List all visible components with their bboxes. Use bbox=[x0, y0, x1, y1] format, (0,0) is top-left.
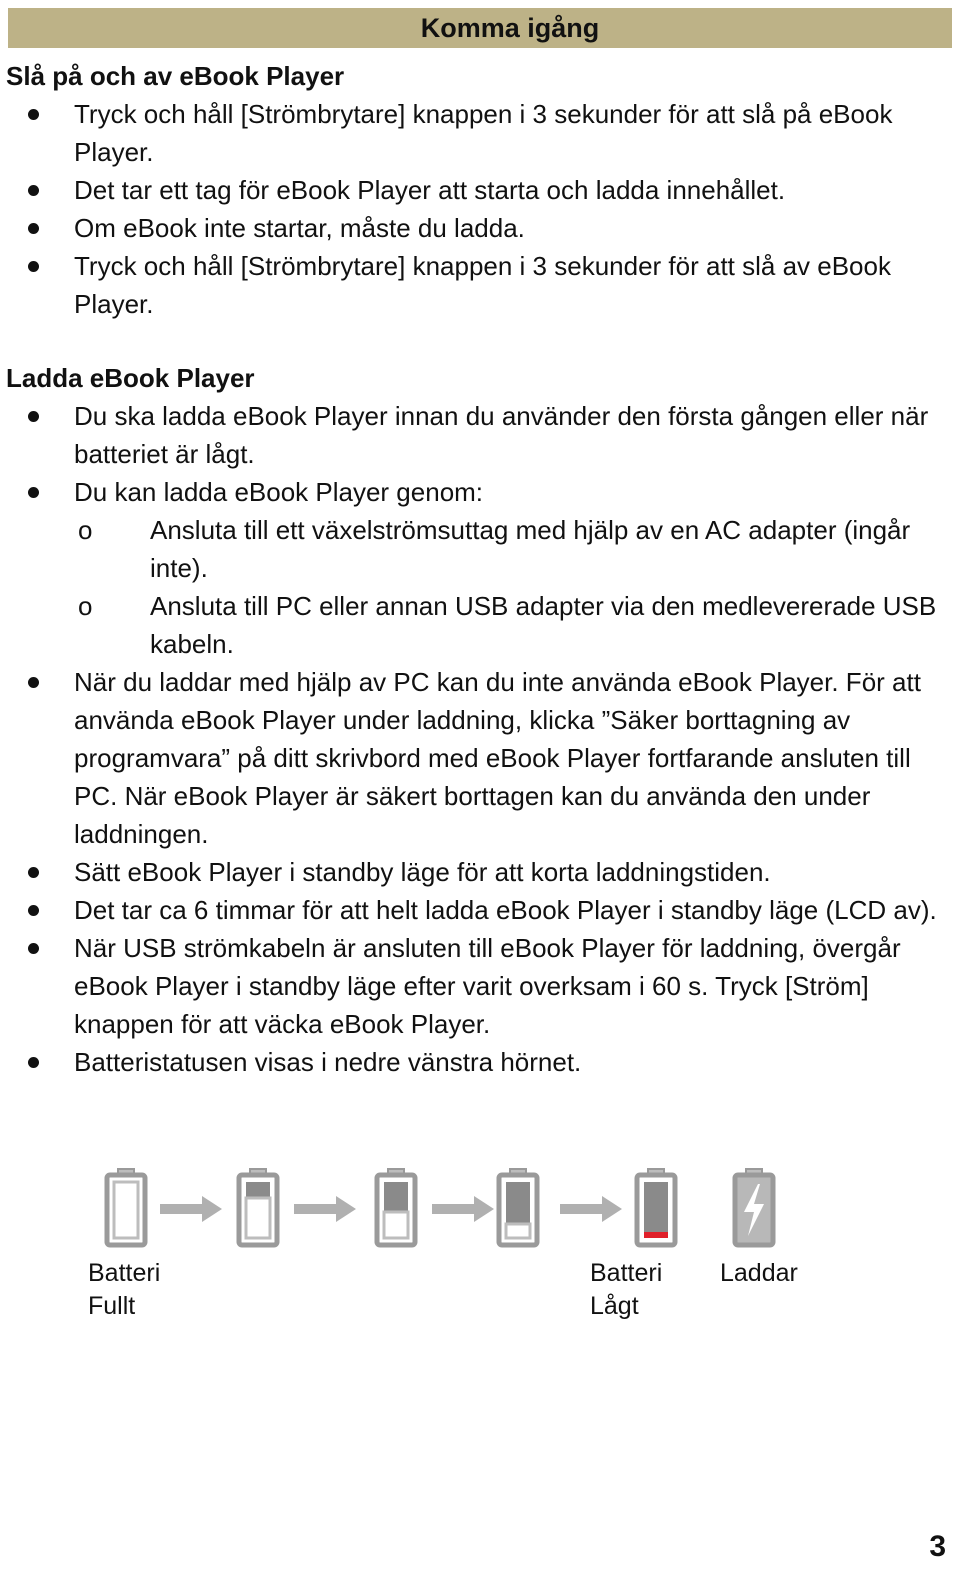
power-bullet-list bbox=[6, 95, 946, 323]
battery-low-icon bbox=[634, 1168, 678, 1248]
sub-list-marker: o bbox=[78, 515, 93, 545]
battery-high-icon bbox=[236, 1168, 280, 1248]
list-item: Batteristatusen visas i nedre vänstra hörnet. bbox=[6, 1043, 946, 1081]
sub-list-text: Ansluta till PC eller annan USB adapter via den medlevererade USB kabeln. bbox=[150, 591, 937, 659]
sub-list-item bbox=[6, 587, 946, 663]
main-content bbox=[6, 57, 946, 1081]
arrow-right-icon bbox=[560, 1194, 624, 1224]
sub-list-text: Ansluta till ett växelströmsuttag med hjälp av en AC adapter (ingår inte). bbox=[150, 515, 911, 583]
list-item: När USB strömkabeln är ansluten till eBook Player för laddning, övergår eBook Player i standby läge efter varit overksam i 60 s. Tryck [Ström] knappen för att väcka eBook Player. bbox=[6, 929, 946, 1043]
battery-full-icon bbox=[104, 1168, 148, 1248]
page-number: 3 bbox=[929, 1530, 946, 1563]
list-item: Det tar ca 6 timmar för att helt ladda eBook Player i standby läge (LCD av). bbox=[6, 891, 946, 929]
list-item: Det tar ett tag för eBook Player att starta och ladda innehållet. bbox=[6, 171, 946, 209]
section-heading-power: Slå på och av eBook Player bbox=[6, 61, 345, 91]
list-item: Du kan ladda eBook Player genom: bbox=[6, 473, 946, 511]
battery-charging-caption: Laddar bbox=[720, 1259, 798, 1287]
battery-medium-icon bbox=[374, 1168, 418, 1248]
list-item: Sätt eBook Player i standby läge för att korta laddningstiden. bbox=[6, 853, 946, 891]
charge-bullet-list bbox=[6, 397, 946, 1081]
sub-list-item bbox=[6, 511, 946, 587]
battery-low-caption: Batteri Lågt bbox=[590, 1259, 663, 1320]
page-title: Komma igång bbox=[420, 13, 600, 43]
battery-status-illustration bbox=[104, 1168, 804, 1250]
arrow-right-icon bbox=[432, 1194, 496, 1224]
section-heading-charge: Ladda eBook Player bbox=[6, 363, 255, 393]
battery-charging-icon bbox=[732, 1168, 776, 1248]
battery-low-medium-icon bbox=[496, 1168, 540, 1248]
list-item: Du ska ladda eBook Player innan du använder den första gången eller när batteriet är lågt. bbox=[6, 397, 946, 473]
list-item: När du laddar med hjälp av PC kan du inte använda eBook Player. För att använda eBook Player under laddning, klicka ”Säker borttagning av programvara” på ditt skrivbord med eBook Player fortfarande ansluten till PC. När eBook Player är säkert borttagen kan du använda den under laddningen. bbox=[6, 663, 946, 853]
arrow-right-icon bbox=[160, 1194, 224, 1224]
arrow-right-icon bbox=[294, 1194, 358, 1224]
sub-list-marker: o bbox=[78, 591, 93, 621]
list-item: Tryck och håll [Strömbrytare] knappen i 3 sekunder för att slå på eBook Player. bbox=[6, 95, 946, 171]
list-item: Om eBook inte startar, måste du ladda. bbox=[6, 209, 946, 247]
list-item: Tryck och håll [Strömbrytare] knappen i 3 sekunder för att slå av eBook Player. bbox=[6, 247, 946, 323]
battery-full-caption: Batteri Fullt bbox=[88, 1259, 161, 1320]
